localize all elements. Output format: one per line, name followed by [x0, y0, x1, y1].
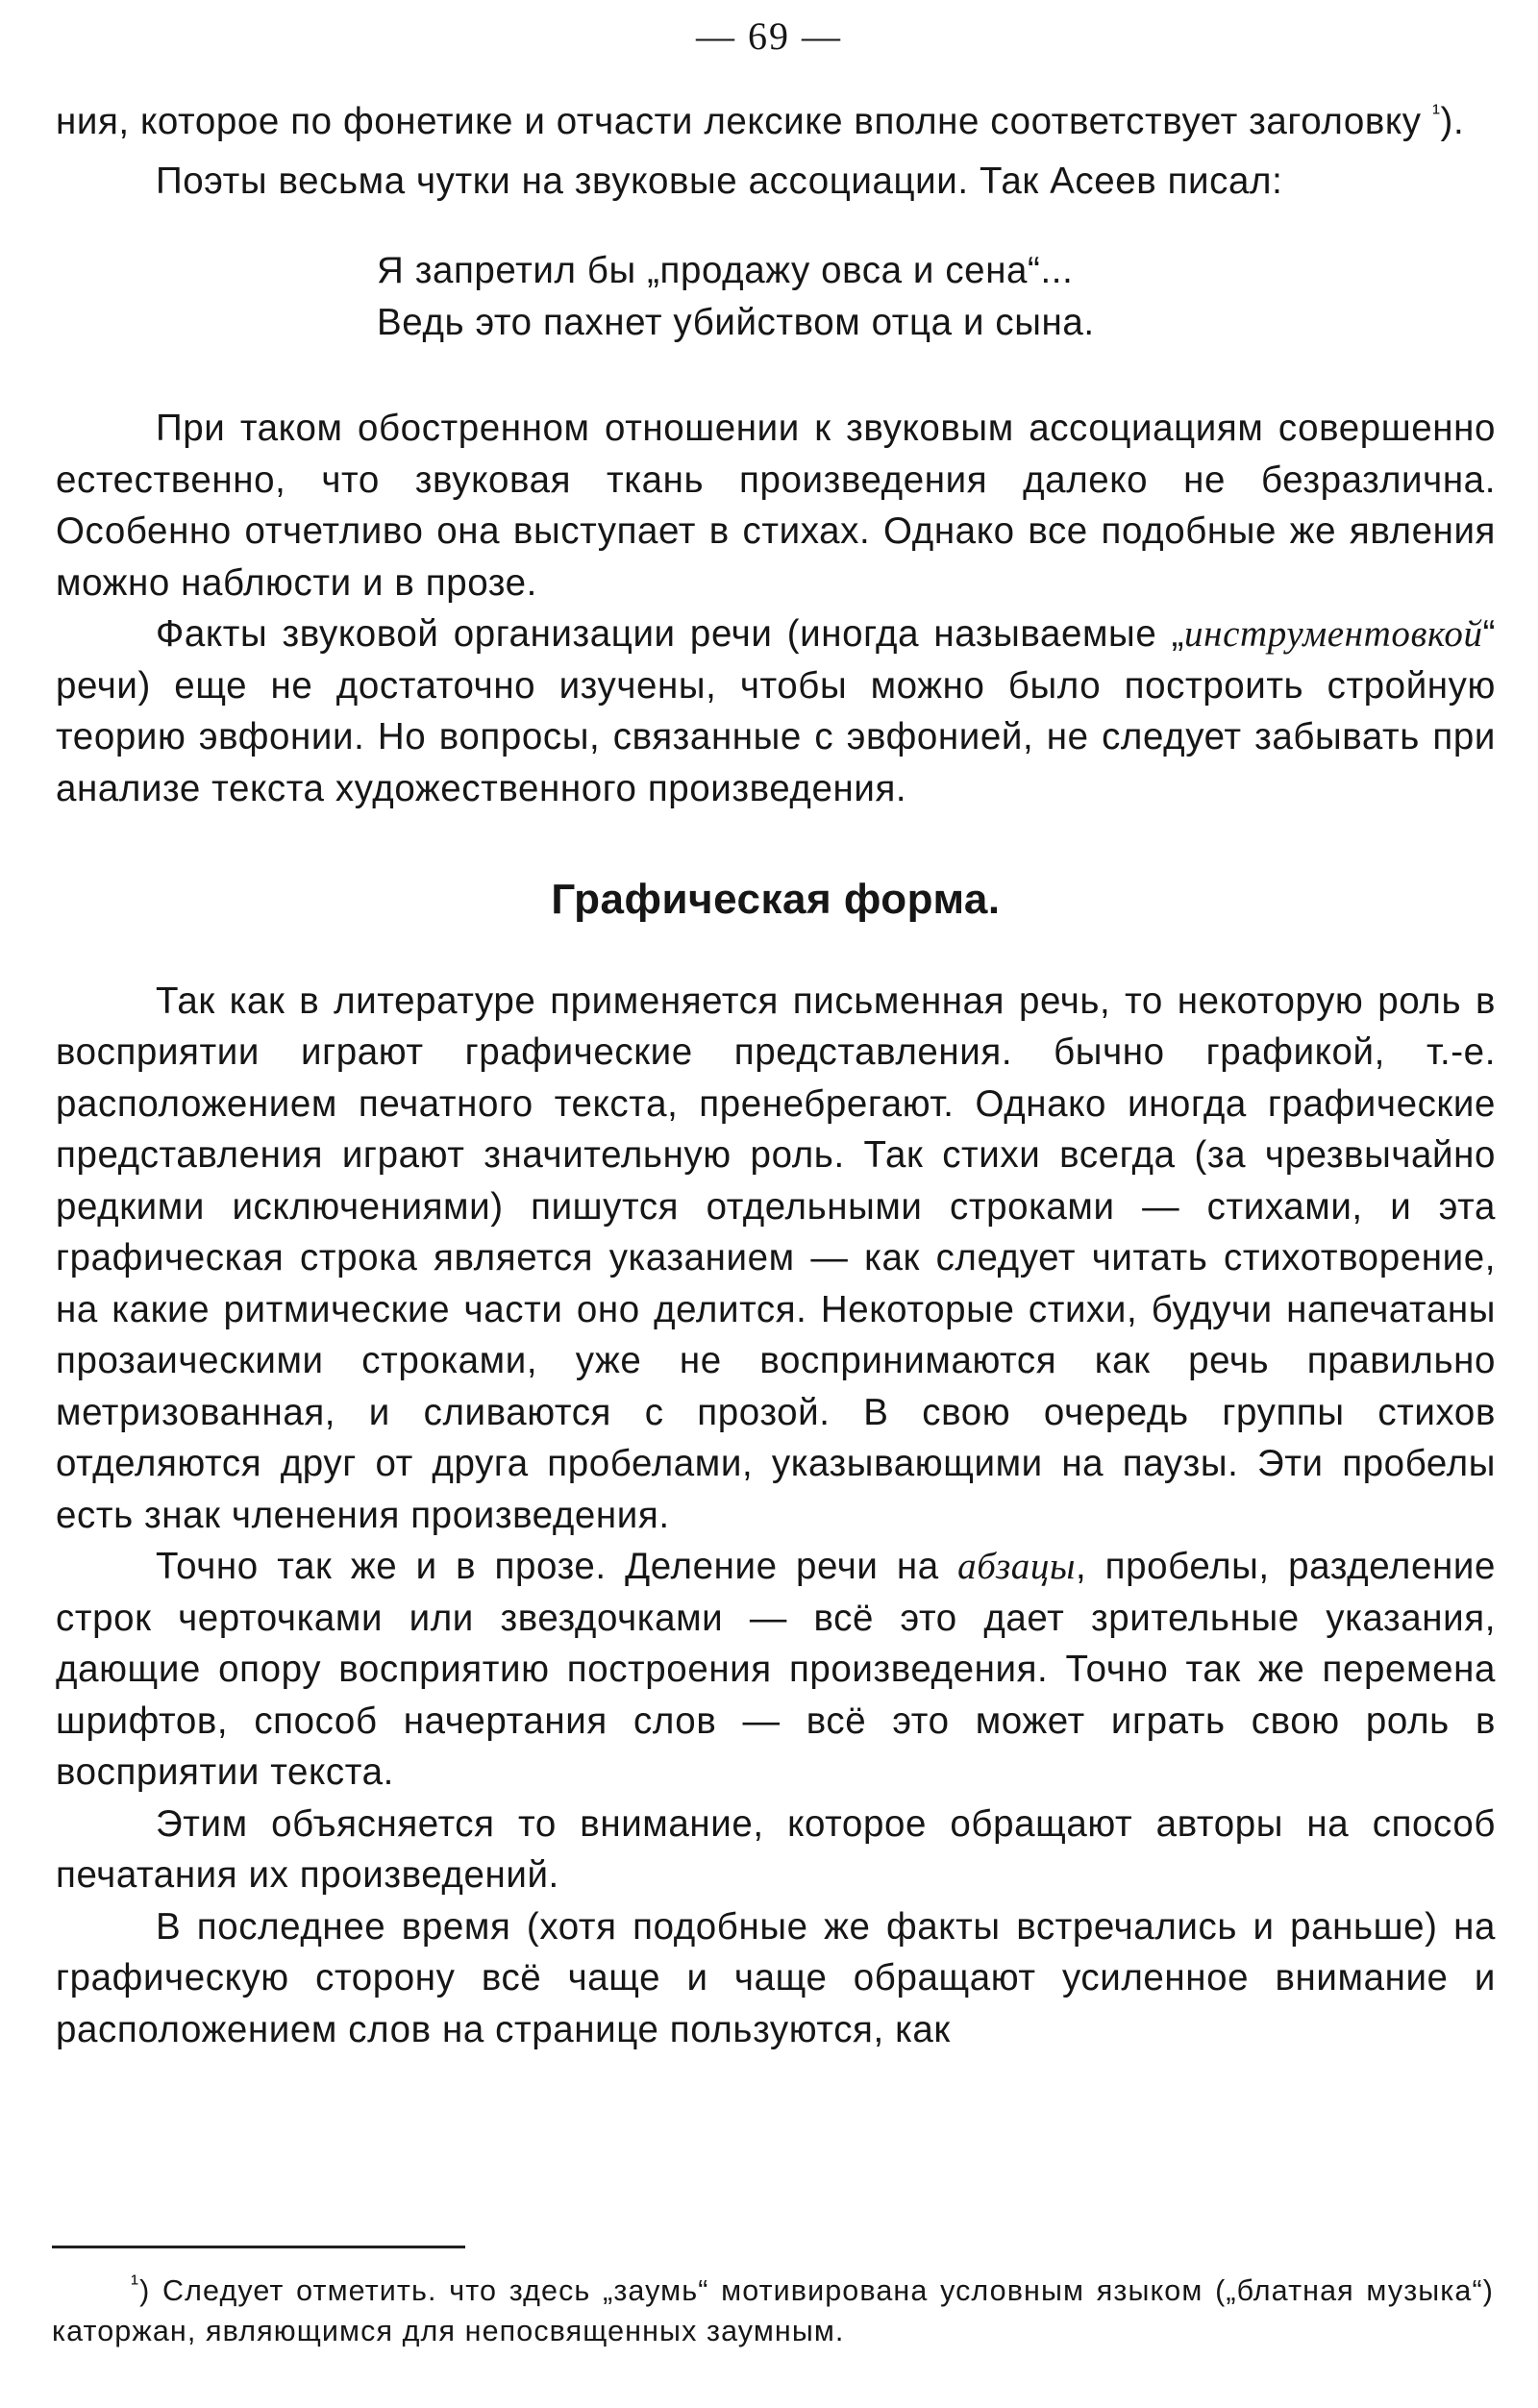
emphasized-term: инструментовкой [1184, 613, 1483, 655]
paragraph: Поэты весьма чутки на звуковые ассоциации. Так Асеев писал: [156, 160, 1283, 202]
verse-quote [377, 245, 1496, 348]
verse-line: Ведь это пахнет убийством отца и сына. [377, 301, 1095, 343]
section-heading: Графическая форма. [551, 876, 1001, 923]
page-number: — 69 — [696, 14, 842, 58]
paragraph: В последнее время (хотя подобные же факты встречались и раньше) на графическую сторону всё чаще и чаще обращают усиленное внимание и расположением слов на странице пользуются, как [56, 1905, 1496, 2050]
footnote-text: ) Следует отметить. что здесь „заумь“ мотивирована условным языком („блатная музыка“) каторжан, являющимся для непосвященных заумным. [52, 2274, 1494, 2347]
paragraph: Факты звуковой организации речи (иногда называемые „инструментовкой“ речи) еще не достаточно изучены, чтобы можно было построить стройную теорию эвфонии. Но вопросы, связанные с эвфонией, не следует забывать при анализе текста художественного произведения. [56, 613, 1496, 809]
paragraph: Так как в литературе применяется письменная речь, то некоторую роль в восприятии играют графические представления. бычно графикой, т.-е. расположением печатного текста, пренебрегают. Однако иногда графические представления играют значительную роль. Так стихи всегда (за чрезвычайно редкими исключениями) пишутся отдельными строками — стихами, и эта графическая строка является указанием — как следует читать стихотворение, на какие ритмические части оно делится. Некоторые стихи, будучи напечатаны прозаическими строками, уже не воспринимаются как речь правильно метризованная, и сливаются с прозой. В свою очередь группы стихов отделяются друг от друга пробелами, указывающими на паузы. Эти пробелы есть знак членения произведения. [56, 980, 1496, 1536]
footnote-mark: ¹ [131, 2271, 140, 2296]
footnote [52, 2271, 1494, 2351]
paragraph: Этим объясняется то внимание, которое обращают авторы на способ печатания их произведений. [56, 1802, 1496, 1896]
emphasized-term: абзацы [957, 1546, 1076, 1587]
footnote-reference[interactable]: ¹ [1431, 100, 1441, 126]
paragraph: При таком обостренном отношении к звуковым ассоциациям совершенно естественно, что звуковая ткань произведения далеко не безразлична. Особенно отчетливо она выступает в стихах. Однако все подобные же явления можно наблюсти и в прозе. [56, 408, 1496, 604]
paragraph-continuation: ния, которое по фонетике и отчасти лексике вполне соответствует заголовку $^{^1}$). [56, 100, 1465, 142]
verse-line: Я запретил бы „продажу овса и сена“... [377, 250, 1074, 291]
paragraph: Точно так же и в прозе. Деление речи на абзацы, пробелы, разделение строк черточками или звездочками — всё это дает зрительные указания, дающие опору восприятию построения произведения. Точно так же перемена шрифтов, способ начертания слов — всё это может играть свою роль в восприятии текста. [56, 1546, 1496, 1793]
main-text [56, 96, 1496, 2055]
footnote-divider [52, 2246, 465, 2248]
